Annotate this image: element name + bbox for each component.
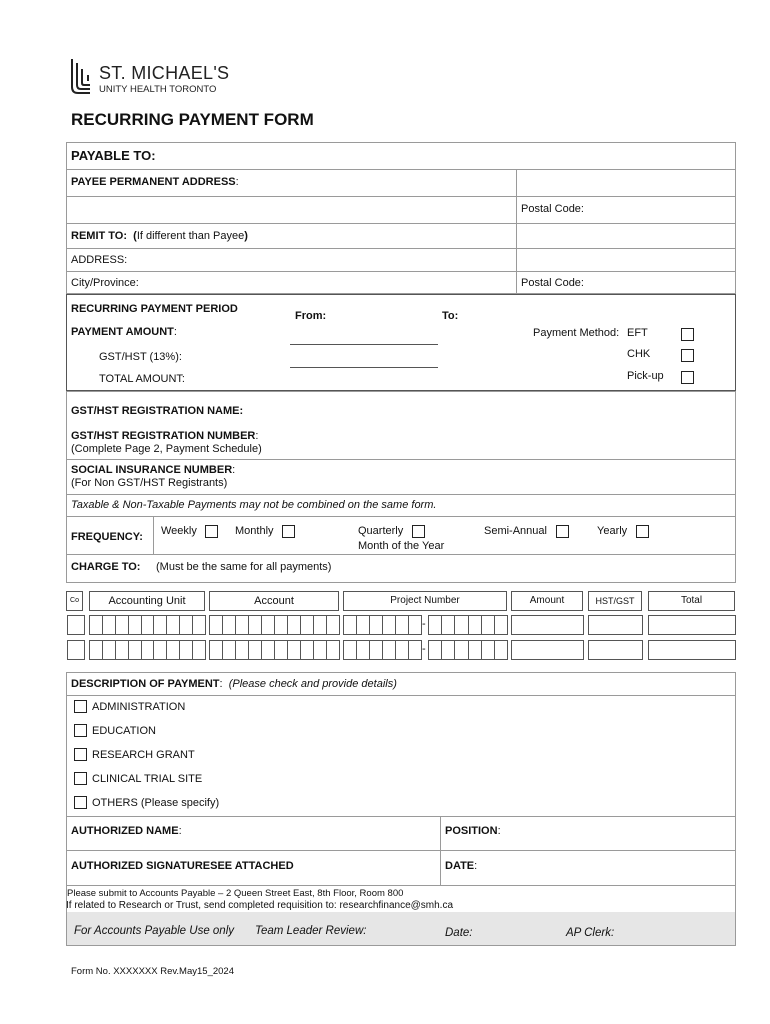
taxable-note: Taxable & Non-Taxable Payments may not be combined on the same form.	[71, 499, 437, 511]
payee-address-label	[71, 176, 239, 188]
row2-co[interactable]	[67, 640, 84, 660]
account-text: Account	[254, 595, 294, 607]
chk-checkbox[interactable]	[681, 349, 694, 362]
description-label	[71, 678, 397, 690]
sin-note: (For Non GST/HST Registrants)	[71, 477, 228, 489]
logo	[68, 57, 268, 97]
description-text: DESCRIPTION OF PAYMENT	[71, 678, 220, 690]
ap-date-label: Date:	[445, 927, 473, 939]
weekly-label: Weekly	[161, 525, 197, 537]
date-text: DATE	[445, 860, 475, 872]
payee-address-field[interactable]	[67, 197, 515, 222]
registration-name-label: GST/HST REGISTRATION NAME:	[71, 405, 244, 417]
research-grant-checkbox[interactable]	[74, 748, 87, 761]
team-leader-label: Team Leader Review:	[255, 925, 367, 937]
row1-hst-gst[interactable]	[588, 615, 642, 635]
charge-to-note: (Must be the same for all payments)	[156, 561, 332, 573]
yearly-checkbox[interactable]	[636, 525, 649, 538]
pickup-checkbox[interactable]	[681, 371, 694, 384]
payable-to-label: PAYABLE TO:	[71, 148, 156, 163]
clinical-trial-checkbox[interactable]	[74, 772, 87, 785]
eft-checkbox[interactable]	[681, 328, 694, 341]
row1-project-b[interactable]	[428, 615, 507, 635]
semi-annual-checkbox[interactable]	[556, 525, 569, 538]
payment-amount-label	[71, 326, 177, 338]
colon: :	[173, 326, 177, 338]
row2-hst-gst[interactable]	[588, 640, 642, 660]
authorized-signature-label: AUTHORIZED SIGNATURESEE ATTACHED	[71, 860, 294, 872]
others-label: OTHERS (Please specify)	[92, 797, 220, 809]
payee-address-text: PAYEE PERMANENT ADDRESS	[71, 176, 236, 188]
others-checkbox[interactable]	[74, 796, 87, 809]
total-amount-label: TOTAL AMOUNT:	[99, 373, 185, 385]
row1-total[interactable]	[648, 615, 735, 635]
col-header-project-number	[343, 591, 507, 611]
city-province-label: City/Province:	[71, 277, 139, 289]
semi-annual-label: Semi-Annual	[484, 525, 547, 537]
ap-use-label: For Accounts Payable Use only	[74, 925, 235, 937]
form-number: Form No. XXXXXXX Rev.May15_2024	[71, 966, 234, 977]
frequency-label: FREQUENCY:	[71, 531, 143, 543]
payment-amount-line[interactable]	[290, 344, 438, 345]
row1-co[interactable]	[67, 615, 84, 635]
gst-hst-label: GST/HST (13%):	[99, 351, 182, 363]
col-header-co	[66, 591, 83, 611]
registration-number-note: (Complete Page 2, Payment Schedule)	[71, 443, 262, 455]
hst-gst-text: HST/GST	[595, 596, 635, 606]
period-label: RECURRING PAYMENT PERIOD	[71, 303, 238, 315]
remit-to-bold: REMIT TO:	[71, 230, 128, 242]
accounting-unit-text: Accounting Unit	[108, 595, 186, 607]
row2-project-b[interactable]	[428, 640, 507, 660]
org-subtitle: UNITY HEALTH TORONTO	[99, 84, 217, 95]
authorized-name-text: AUTHORIZED NAME	[71, 825, 179, 837]
from-label: From:	[295, 310, 327, 322]
payment-amount-text: PAYMENT AMOUNT	[71, 326, 174, 338]
co-text: Co	[70, 597, 79, 604]
row1-project-a[interactable]	[343, 615, 421, 635]
colon: :	[255, 430, 259, 442]
project-number-text: Project Number	[390, 595, 460, 606]
col-header-total	[648, 591, 735, 611]
colon: :	[497, 825, 501, 837]
remit-to-label	[71, 230, 248, 242]
authorized-name-label	[71, 825, 182, 837]
method-pickup-label: Pick-up	[627, 370, 664, 382]
administration-label: ADMINISTRATION	[92, 701, 186, 713]
colon: :	[474, 860, 478, 872]
sin-text: SOCIAL INSURANCE NUMBER	[71, 464, 233, 476]
row1-amount[interactable]	[511, 615, 583, 635]
weekly-checkbox[interactable]	[205, 525, 218, 538]
to-label: To:	[442, 310, 459, 322]
charge-to-label: CHARGE TO:	[71, 561, 141, 573]
row2-account[interactable]	[209, 640, 339, 660]
row1-accounting-unit[interactable]	[89, 615, 205, 635]
row2-accounting-unit[interactable]	[89, 640, 205, 660]
colon: :	[178, 825, 182, 837]
col-header-amount	[511, 591, 583, 611]
month-of-year-label: Month of the Year	[358, 540, 445, 552]
colon: :	[235, 176, 239, 188]
submit-instructions-2: If related to Research or Trust, send completed requisition to: researchfinance@smh.ca	[66, 900, 454, 911]
logo-mark-icon	[68, 57, 94, 95]
administration-checkbox[interactable]	[74, 700, 87, 713]
total-text: Total	[680, 595, 703, 606]
col-header-hst-gst	[588, 591, 642, 611]
registration-number-label	[71, 430, 258, 442]
row1-account[interactable]	[209, 615, 339, 635]
paren-close: )	[244, 230, 248, 242]
description-note: (Please check and provide details)	[228, 678, 397, 690]
col-header-accounting-unit	[89, 591, 205, 611]
date-label	[445, 860, 477, 872]
gst-hst-line[interactable]	[290, 367, 438, 368]
monthly-label: Monthly	[235, 525, 274, 537]
ap-clerk-label: AP Clerk:	[566, 927, 615, 939]
row2-dash: -	[422, 643, 426, 655]
position-text: POSITION	[445, 825, 498, 837]
yearly-label: Yearly	[597, 525, 628, 537]
form-title: RECURRING PAYMENT FORM	[71, 110, 314, 129]
col-header-account	[209, 591, 339, 611]
sin-label	[71, 464, 235, 476]
registration-number-text: GST/HST REGISTRATION NUMBER	[71, 430, 256, 442]
row2-project-a[interactable]	[343, 640, 421, 660]
amount-text: Amount	[529, 595, 565, 606]
monthly-checkbox[interactable]	[282, 525, 295, 538]
remit-to-note: If different than Payee	[136, 230, 245, 242]
clinical-trial-label: CLINICAL TRIAL SITE	[92, 773, 203, 785]
row2-total[interactable]	[648, 640, 735, 660]
postal-code-label: Postal Code:	[521, 203, 584, 215]
education-checkbox[interactable]	[74, 724, 87, 737]
quarterly-label: Quarterly	[358, 525, 404, 537]
org-name: ST. MICHAEL'S	[99, 63, 230, 83]
quarterly-checkbox[interactable]	[412, 525, 425, 538]
research-grant-label: RESEARCH GRANT	[92, 749, 195, 761]
payment-method-label: Payment Method:	[533, 327, 620, 339]
method-eft-label: EFT	[627, 327, 648, 339]
address-label: ADDRESS:	[71, 254, 128, 266]
submit-instructions-1: Please submit to Accounts Payable – 2 Queen Street East, 8th Floor, Room 800	[67, 888, 404, 899]
colon: :	[232, 464, 236, 476]
row2-amount[interactable]	[511, 640, 583, 660]
row1-dash: -	[422, 618, 426, 630]
postal-code-label-2: Postal Code:	[521, 277, 584, 289]
method-chk-label: CHK	[627, 348, 651, 360]
colon: :	[219, 678, 223, 690]
paren-open: (	[133, 230, 137, 242]
position-label	[445, 825, 501, 837]
education-label: EDUCATION	[92, 725, 156, 737]
